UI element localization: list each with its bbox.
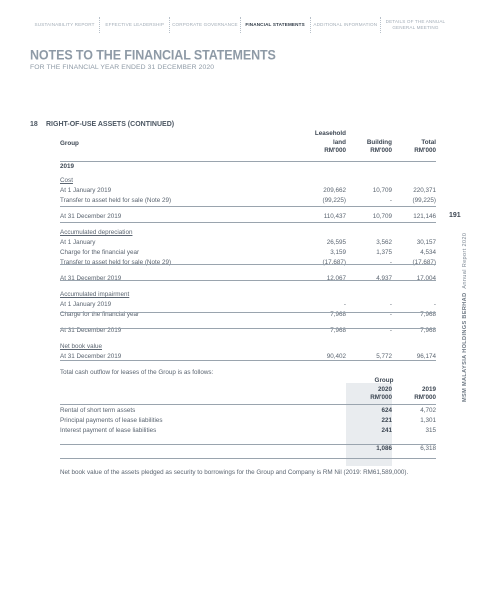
divider-line <box>60 444 436 445</box>
cell-2019: 4,702 <box>420 407 436 414</box>
cell-total: 121,146 <box>413 213 436 220</box>
col-header-line: Building <box>366 138 392 146</box>
table-row <box>60 416 436 426</box>
nav-additional-information[interactable]: ADDITIONAL INFORMATION <box>313 22 378 28</box>
total-2020: 1,086 <box>376 445 392 452</box>
cell-leasehold: (17,687) <box>322 259 346 266</box>
nav-sustainability-report[interactable]: SUSTAINABILITY REPORT <box>34 22 95 28</box>
cell-leasehold: 26,595 <box>326 239 346 246</box>
cell-building: - <box>389 311 392 318</box>
cell-leasehold: 110,437 <box>323 213 346 220</box>
col-header-unit: RM'000 <box>370 147 392 154</box>
nav-agm-details[interactable]: DETAILS OF THE ANNUAL GENERAL MEETING <box>385 19 446 30</box>
section-number: 18 <box>30 121 38 128</box>
cell-total: (99,225) <box>412 197 436 204</box>
row-label: Charge for the financial year <box>60 249 140 256</box>
page-subtitle: FOR THE FINANCIAL YEAR ENDED 31 DECEMBER 2020 <box>30 64 215 71</box>
cell-building: - <box>389 259 392 266</box>
row-label: At 31 December 2019 <box>60 213 122 220</box>
row-label: Charge for the financial year <box>60 311 140 318</box>
col-header-line: land <box>333 138 346 146</box>
cell-building: - <box>389 327 392 334</box>
cost-heading-label: Cost <box>60 177 73 184</box>
impairment-heading-label: Accumulated impairment <box>60 291 130 298</box>
column-header-leasehold <box>286 130 346 156</box>
unit-2019-header: RM'000 <box>414 394 436 401</box>
table-row <box>60 238 436 248</box>
row-label: Principal payments of lease liabilities <box>60 417 163 424</box>
divider-line <box>60 222 436 223</box>
cell-2020: 221 <box>381 417 392 424</box>
report-name: Annual Report 2020 <box>462 232 468 289</box>
cell-leasehold: 12,067 <box>326 275 346 282</box>
footnote: Net book value of the assets pledged as security to borrowings for the Group and Company is RM Nil (2019: RM61,589,000). <box>60 469 409 476</box>
cell-building: - <box>389 197 392 204</box>
cell-total: 17,004 <box>416 275 436 282</box>
cell-2020: 624 <box>381 407 392 414</box>
row-label: Rental of short term assets <box>60 407 136 414</box>
cell-2020: 241 <box>381 427 392 434</box>
cell-total: (17,687) <box>412 259 436 266</box>
page-title: NOTES TO THE FINANCIAL STATEMENTS <box>30 47 276 63</box>
divider-line <box>60 206 436 207</box>
page-number: 191 <box>449 212 461 219</box>
divider-line <box>60 404 436 405</box>
cell-total: 220,371 <box>413 187 436 194</box>
cell-building: 3,562 <box>376 239 392 246</box>
cost-heading <box>60 176 436 186</box>
row-label: Transfer to asset held for sale (Note 29) <box>60 197 172 204</box>
impairment-heading <box>60 290 436 300</box>
row-label: Transfer to asset held for sale (Note 29) <box>60 259 172 266</box>
section-heading <box>30 121 174 128</box>
table-row <box>60 406 436 416</box>
nav-effective-leadership[interactable]: EFFECTIVE LEADERSHIP <box>105 22 165 28</box>
cell-building: 10,709 <box>372 187 392 194</box>
group-label: Group <box>60 140 79 147</box>
cell-building: 10,709 <box>372 213 392 220</box>
cell-leasehold: - <box>343 301 346 308</box>
row-label: At 1 January <box>60 239 96 246</box>
cell-total: 30,157 <box>416 239 436 246</box>
col-header-unit: RM'000 <box>414 147 436 154</box>
top-navigation <box>30 14 450 36</box>
cell-building: 1,375 <box>376 249 392 256</box>
table1-column-header <box>60 130 436 160</box>
depreciation-heading <box>60 228 436 238</box>
depreciation-heading-label: Accumulated depreciation <box>60 229 133 236</box>
divider-line <box>60 328 436 329</box>
cell-total: 4,534 <box>420 249 436 256</box>
table-row <box>60 300 436 310</box>
col-header-line: Leasehold <box>314 130 346 137</box>
net-book-value-heading <box>60 342 436 352</box>
cell-leasehold: 7,968 <box>330 311 346 318</box>
col-header-unit: RM'000 <box>324 147 346 154</box>
row-label: At 31 December 2019 <box>60 275 122 282</box>
cell-leasehold: 3,159 <box>330 249 346 256</box>
cell-building: 4,937 <box>376 275 392 282</box>
side-running-text <box>462 233 468 402</box>
total-2019: 6,318 <box>420 445 436 452</box>
divider-line <box>60 360 436 361</box>
table-row <box>60 426 436 436</box>
nav-financial-statements[interactable]: FINANCIAL STATEMENTS <box>245 22 305 28</box>
nav-corporate-governance[interactable]: CORPORATE GOVERNANCE <box>172 22 238 28</box>
cell-2019: 315 <box>425 427 436 434</box>
cell-leasehold: 90,402 <box>326 353 346 360</box>
unit-2020-header: RM'000 <box>370 394 392 401</box>
cell-total: 7,968 <box>420 311 436 318</box>
table2-column-header <box>60 376 436 402</box>
column-header-total <box>392 139 436 156</box>
cell-leasehold: 7,968 <box>330 327 346 334</box>
row-label: At 1 January 2019 <box>60 301 112 308</box>
cell-total: 96,174 <box>416 353 436 360</box>
divider-line <box>60 280 436 281</box>
column-header-building <box>346 139 392 156</box>
cell-building: - <box>389 301 392 308</box>
cell-total: 7,968 <box>420 327 436 334</box>
year-label: 2019 <box>60 163 75 170</box>
row-label: Interest payment of lease liabilities <box>60 427 157 434</box>
intro-text: Total cash outflow for leases of the Group is as follows: <box>60 369 214 376</box>
table-row <box>60 196 436 206</box>
table-row <box>60 186 436 196</box>
cell-leasehold: (99,225) <box>322 197 346 204</box>
section-title: RIGHT-OF-USE ASSETS (CONTINUED) <box>46 121 175 128</box>
table-row <box>60 248 436 258</box>
cell-building: 5,772 <box>376 353 392 360</box>
row-label: At 31 December 2019 <box>60 353 122 360</box>
group-label: Group <box>374 377 394 384</box>
cell-leasehold: 209,662 <box>323 187 346 194</box>
divider-line <box>60 312 436 313</box>
year-row <box>60 162 436 172</box>
row-label: At 1 January 2019 <box>60 187 112 194</box>
divider-line <box>60 458 436 459</box>
cash-outflow-table <box>60 406 436 454</box>
table-total-row <box>60 212 436 222</box>
company-name: MSM MALAYSIA HOLDINGS BERHAD <box>462 292 468 402</box>
cell-total: - <box>433 301 436 308</box>
year-2020-header: 2020 <box>377 386 392 393</box>
table-row <box>60 258 436 268</box>
col-header-line: Total <box>421 138 436 146</box>
divider-line <box>60 264 436 265</box>
table-total-row <box>60 274 436 284</box>
row-label: At 31 December 2019 <box>60 327 122 334</box>
table-total-row <box>60 444 436 454</box>
right-of-use-assets-table <box>60 162 436 362</box>
nbv-heading-label: Net book value <box>60 343 103 350</box>
cell-2019: 1,301 <box>420 417 436 424</box>
year-2019-header: 2019 <box>421 386 436 393</box>
